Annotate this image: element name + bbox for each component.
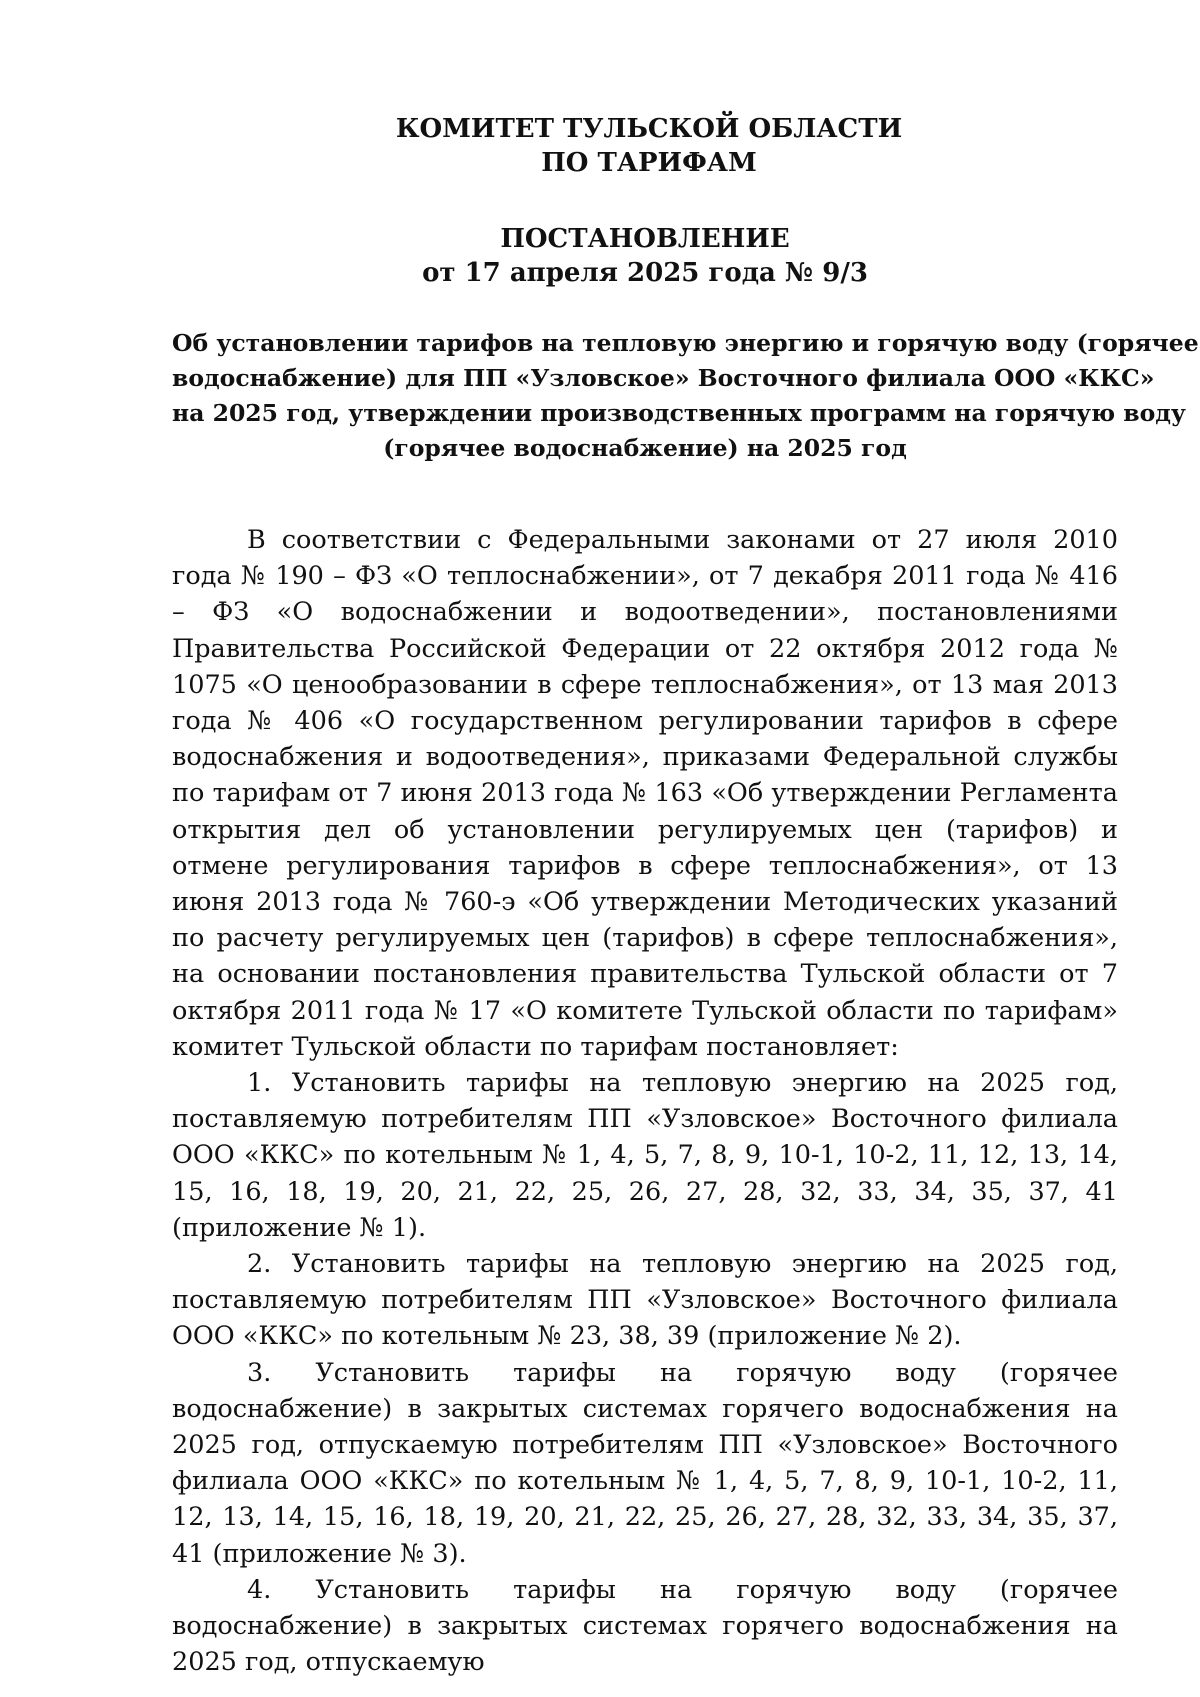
- document-type: ПОСТАНОВЛЕНИЕ: [500, 224, 790, 254]
- document-date-number: от 17 апреля 2025 года № 9/3: [422, 258, 868, 288]
- title-line-2: водоснабжение) для ПП «Узловское» Восточного филиала ООО «ККС»: [172, 364, 1155, 392]
- document-body: [172, 522, 1118, 1681]
- document-header: [172, 112, 1118, 290]
- preamble-paragraph: В соответствии с Федеральными законами от 27 июля 2010 года № 190 – ФЗ «О теплоснабжении», от 7 декабря 2011 года № 416 – ФЗ «О водоснабжении и водоотведении», постановлениями Правительства Российской Федерации от 22 октября 2012 года № 1075 «О ценообразовании в сфере теплоснабжения», от 13 мая 2013 года № 406 «О государственном регулировании тарифов в сфере водоснабжения и водоотведения», приказами Федеральной службы по тарифам от 7 июня 2013 года № 163 «Об утверждении Регламента открытия дел об установлении регулируемых цен (тарифов) и отмене регулирования тарифов в сфере теплоснабжения», от 13 июня 2013 года № 760-э «Об утверждении Методических указаний по расчету регулируемых цен (тарифов) в сфере теплоснабжения», на основании постановления правительства Тульской области от 7 октября 2011 года № 17 «О комитете Тульской области по тарифам» комитет Тульской области по тарифам постановляет:: [172, 525, 1118, 1062]
- resolution-item-4: 4. Установить тарифы на горячую воду (горячее водоснабжение) в закрытых системах горячего водоснабжения на 2025 год, отпускаемую: [172, 1574, 1118, 1678]
- title-line-1: Об установлении тарифов на тепловую энергию и горячую воду (горячее: [172, 329, 1199, 357]
- resolution-item-3: 3. Установить тарифы на горячую воду (горячее водоснабжение) в закрытых системах горячего водоснабжения на 2025 год, отпускаемую потребителям ПП «Узловское» Восточного филиала ООО «ККС» по котельным № 1, 4, 5, 7, 8, 9, 10-1, 10-2, 11, 12, 13, 14, 15, 16, 18, 19, 20, 21, 22, 25, 26, 27, 28, 32, 33, 34, 35, 37, 41 (приложение № 3).: [172, 1357, 1118, 1569]
- title-line-4: (горячее водоснабжение) на 2025 год: [383, 434, 907, 462]
- document-title: [172, 326, 1199, 466]
- committee-name-line2: ПО ТАРИФАМ: [541, 148, 757, 178]
- resolution-item-2: 2. Установить тарифы на тепловую энергию на 2025 год, поставляемую потребителям ПП «Узловское» Восточного филиала ООО «ККС» по котельным № 23, 38, 39 (приложение № 2).: [172, 1249, 1118, 1352]
- committee-name-line1: КОМИТЕТ ТУЛЬСКОЙ ОБЛАСТИ: [395, 114, 903, 144]
- document-page: [172, 112, 1199, 1681]
- title-line-3: на 2025 год, утверждении производственных программ на горячую воду: [172, 399, 1186, 427]
- resolution-item-1: 1. Установить тарифы на тепловую энергию на 2025 год, поставляемую потребителям ПП «Узловское» Восточного филиала ООО «ККС» по котельным № 1, 4, 5, 7, 8, 9, 10-1, 10-2, 11, 12, 13, 14, 15, 16, 18, 19, 20, 21, 22, 25, 26, 27, 28, 32, 33, 34, 35, 37, 41 (приложение № 1).: [172, 1068, 1118, 1243]
